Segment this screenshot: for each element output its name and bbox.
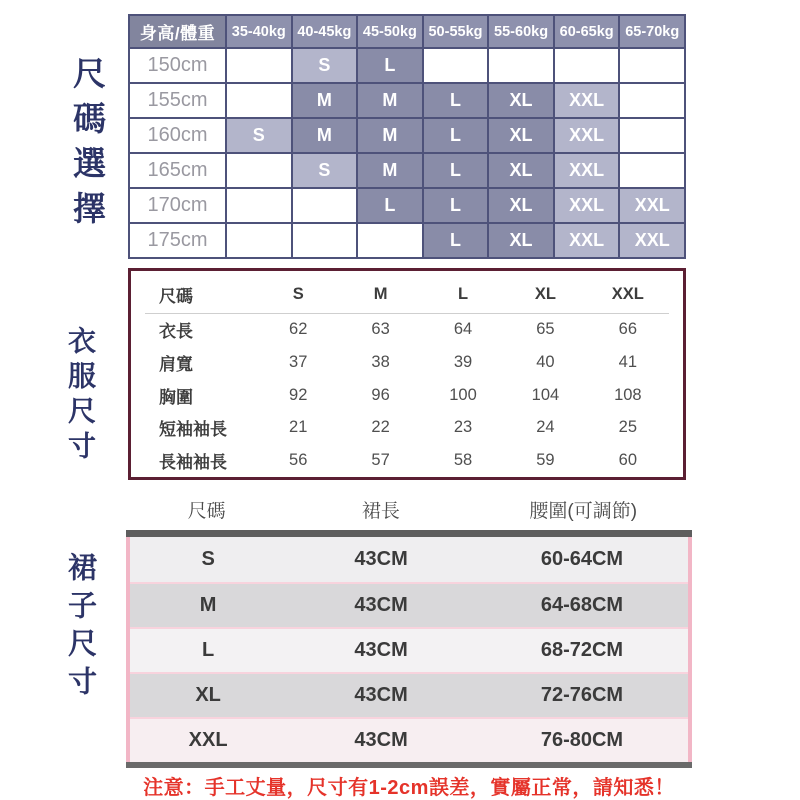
measurement-value: 108	[614, 385, 642, 404]
size-grid-cell: L	[424, 119, 488, 152]
skirt-table-row	[130, 537, 688, 582]
measurement-row-label: 衣長	[159, 322, 193, 342]
skirt-waist: 68-72CM	[540, 639, 624, 661]
clothes-header-size: S	[292, 285, 304, 304]
size-grid-empty-cell	[227, 84, 291, 117]
measurement-value: 58	[453, 451, 473, 470]
skirt-header-label: 尺碼	[187, 500, 226, 522]
height-row-label: 160cm	[130, 119, 225, 152]
size-grid-cell: M	[358, 119, 422, 152]
measurement-row-label: 胸圍	[159, 387, 193, 407]
size-grid-cell: XL	[489, 84, 553, 117]
size-grid-cell: L	[424, 224, 488, 257]
size-grid-cell: XXL	[555, 119, 619, 152]
skirt-measurements-table	[126, 530, 692, 768]
clothes-table-header-row	[145, 277, 669, 314]
measurement-value: 22	[371, 418, 390, 437]
size-grid-cell: XXL	[620, 224, 684, 257]
measurement-value: 64	[453, 320, 473, 339]
size-grid-cell: XXL	[620, 189, 684, 222]
measurement-value: 57	[371, 451, 390, 470]
skirt-table-top-bar	[126, 530, 692, 537]
skirt-waist: 76-80CM	[540, 729, 624, 751]
size-grid-cell: XL	[489, 154, 553, 187]
size-grid-cell: XXL	[555, 224, 619, 257]
measurement-disclaimer-note: 注意：手工丈量，尺寸有1-2cm誤差，實屬正常，請知悉！	[143, 777, 675, 799]
weight-column-header: 35-40kg	[227, 16, 291, 47]
height-row-label: 175cm	[130, 224, 225, 257]
weight-column-header: 65-70kg	[620, 16, 684, 47]
size-grid-empty-cell	[620, 154, 684, 187]
measurement-value: 56	[289, 451, 308, 470]
skirt-waist: 60-64CM	[540, 548, 624, 570]
size-grid-empty-cell	[227, 189, 291, 222]
measurement-value: 60	[618, 451, 637, 470]
size-grid-empty-cell	[489, 49, 553, 82]
measurement-row-label: 肩寬	[159, 355, 193, 375]
skirt-table-row	[130, 672, 688, 717]
measurement-value: 104	[531, 385, 560, 404]
skirt-length: 43CM	[354, 729, 408, 751]
height-row-label: 170cm	[130, 189, 225, 222]
measurement-value: 65	[536, 320, 555, 339]
skirt-header-label: 裙長	[361, 500, 400, 522]
size-grid-cell: S	[293, 154, 357, 187]
weight-column-header: 55-60kg	[489, 16, 553, 47]
height-row-label: 155cm	[130, 84, 225, 117]
size-grid-cell: XXL	[555, 189, 619, 222]
clothes-header-size: M	[373, 285, 388, 304]
size-grid-cell: L	[358, 189, 422, 222]
clothes-header-size: L	[457, 285, 469, 304]
height-row-label: 165cm	[130, 154, 225, 187]
size-grid-cell: S	[293, 49, 357, 82]
skirt-waist: 64-68CM	[540, 594, 624, 616]
clothes-table-row	[145, 346, 669, 379]
skirt-table-row	[130, 627, 688, 672]
skirt-size: L	[202, 639, 215, 661]
size-grid-cell: XXL	[555, 84, 619, 117]
skirt-size: XL	[195, 684, 221, 706]
measurement-value: 96	[371, 385, 390, 404]
measurement-value: 41	[618, 353, 637, 372]
weight-column-header: 40-45kg	[293, 16, 357, 47]
clothes-header-label: 尺碼	[159, 287, 193, 307]
skirt-header-label: 腰圍(可調節)	[529, 500, 638, 522]
clothes-measurements-table	[128, 268, 686, 480]
size-grid-cell: M	[293, 84, 357, 117]
skirt-table-row	[130, 582, 688, 627]
skirt-table-body	[126, 537, 692, 762]
clothes-table-row	[145, 314, 669, 347]
measurement-value: 24	[536, 418, 555, 437]
section-title-clothes-size: 衣服尺寸	[65, 326, 96, 466]
measurement-value: 62	[289, 320, 308, 339]
section-title-skirt-size: 裙子尺寸	[64, 552, 96, 704]
measurement-value: 92	[289, 385, 308, 404]
measurement-value: 39	[453, 353, 473, 372]
grid-corner-label: 身高/體重	[130, 16, 225, 47]
size-grid-empty-cell	[620, 119, 684, 152]
size-grid-cell: XXL	[555, 154, 619, 187]
size-grid-empty-cell	[227, 49, 291, 82]
measurement-value: 100	[449, 385, 477, 404]
clothes-table-row	[145, 444, 669, 477]
size-grid-cell: M	[358, 84, 422, 117]
skirt-size: S	[201, 548, 215, 570]
size-grid-cell: L	[424, 154, 488, 187]
section-title-size-selection: 尺碼選擇	[69, 56, 106, 236]
measurement-value: 59	[536, 451, 555, 470]
measurement-value: 63	[371, 320, 390, 339]
size-grid-empty-cell	[424, 49, 488, 82]
skirt-length: 43CM	[354, 548, 408, 570]
size-grid-empty-cell	[620, 49, 684, 82]
measurement-value: 40	[536, 353, 555, 372]
size-grid-empty-cell	[620, 84, 684, 117]
measurement-value: 37	[289, 353, 308, 372]
size-grid-cell: L	[424, 189, 488, 222]
skirt-table-header	[128, 494, 690, 524]
size-grid-empty-cell	[227, 154, 291, 187]
size-grid-cell: XL	[489, 119, 553, 152]
measurement-value: 66	[618, 320, 637, 339]
size-grid-cell: M	[293, 119, 357, 152]
skirt-table-row	[130, 717, 688, 762]
measurement-value: 23	[453, 418, 473, 437]
size-grid-empty-cell	[293, 189, 357, 222]
weight-column-header: 50-55kg	[424, 16, 488, 47]
clothes-header-size: XXL	[611, 285, 644, 304]
skirt-length: 43CM	[354, 684, 408, 706]
size-grid-empty-cell	[555, 49, 619, 82]
size-grid-empty-cell	[227, 224, 291, 257]
size-grid-cell: XL	[489, 189, 553, 222]
skirt-waist: 72-76CM	[540, 684, 624, 706]
clothes-header-size: XL	[534, 285, 556, 304]
size-grid-cell: XL	[489, 224, 553, 257]
weight-column-header: 45-50kg	[358, 16, 422, 47]
height-row-label: 150cm	[130, 49, 225, 82]
clothes-table-row	[145, 379, 669, 412]
weight-column-header: 60-65kg	[555, 16, 619, 47]
measurement-value: 25	[618, 418, 637, 437]
measurement-value: 21	[289, 418, 308, 437]
skirt-size: M	[199, 594, 217, 616]
measurement-value: 38	[371, 353, 390, 372]
size-grid-cell: M	[358, 154, 422, 187]
clothes-table-row	[145, 412, 669, 445]
skirt-table-bottom-bar	[126, 762, 692, 768]
size-grid-cell: S	[227, 119, 291, 152]
skirt-length: 43CM	[354, 639, 408, 661]
measurement-row-label: 長袖袖長	[159, 453, 227, 473]
height-weight-size-grid	[128, 14, 686, 259]
size-grid-empty-cell	[358, 224, 422, 257]
size-grid-empty-cell	[293, 224, 357, 257]
size-grid-cell: L	[424, 84, 488, 117]
skirt-length: 43CM	[354, 594, 408, 616]
measurement-row-label: 短袖袖長	[159, 420, 227, 440]
skirt-size: XXL	[188, 729, 228, 751]
size-grid-cell: L	[358, 49, 422, 82]
